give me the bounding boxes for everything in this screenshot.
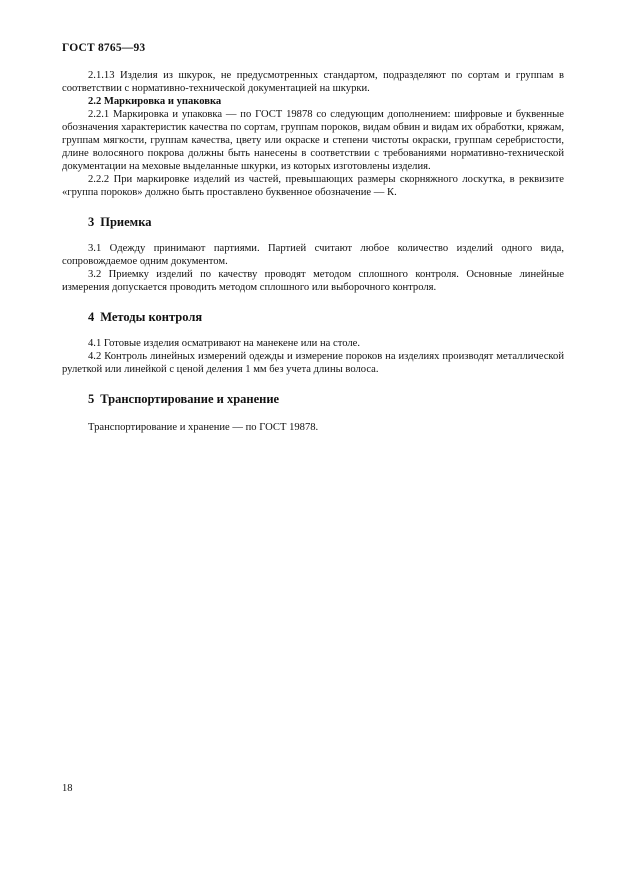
paragraph-2-2-1: 2.2.1 Маркировка и упаковка — по ГОСТ 19878 со следующим дополнением: шифровые и буквенные обозначения характеристик качества по сортам, группам пороков, видам обвин и видам их обработки, кряжам, группам мягкости, группам качества, цвету или окраске и степени чистоты окраски, группам серебристости, длине волосяного покрова должны быть нанесены в соответствии с требованиями нормативно-технической документации на меховые выделанные шкурки, из которых изготовлены изделия.: [62, 109, 564, 172]
section-heading-5: [62, 391, 564, 407]
paragraph-2-1-13: 2.1.13 Изделия из шкурок, не предусмотренных стандартом, подразделяют по сортам и группам в соответствии с нормативно-технической документацией на шкурки.: [62, 70, 564, 94]
paragraph-2-2-2: 2.2.2 При маркировке изделий из частей, превышающих размеры скорняжного лоскутка, в реквизите «группа пороков» должно быть проставлено буквенное обозначение — К.: [62, 174, 564, 198]
document-body: [62, 69, 564, 434]
paragraph-4-2: 4.2 Контроль линейных измерений одежды и измерение пороков на изделиях производят металлической рулеткой или линейкой с ценой деления 1 мм без учета длины волоса.: [62, 351, 564, 375]
section-title: Методы контроля: [100, 310, 203, 324]
paragraph-3-2: 3.2 Приемку изделий по качеству проводят методом сплошного контроля. Основные линейные измерения допускается проводить методом сплошного или выборочного контроля.: [62, 269, 564, 293]
section-number: 5: [88, 392, 95, 406]
section-heading-3: [62, 214, 564, 230]
section-title: Приемка: [100, 215, 152, 229]
paragraph-4-1: 4.1 Готовые изделия осматривают на манекене или на столе.: [88, 338, 361, 349]
document-header: ГОСТ 8765—93: [62, 42, 146, 54]
paragraph-5: Транспортирование и хранение — по ГОСТ 19878.: [88, 422, 319, 433]
section-heading-4: [62, 309, 564, 325]
page-number: 18: [62, 783, 73, 794]
paragraph-3-1: 3.1 Одежду принимают партиями. Партией считают любое количество изделий одного вида, сопровождаемое одним документом.: [62, 243, 564, 267]
section-title: Транспортирование и хранение: [100, 392, 280, 406]
subsection-heading-2-2: 2.2 Маркировка и упаковка: [88, 96, 222, 107]
section-number: 4: [88, 310, 95, 324]
section-number: 3: [88, 215, 95, 229]
